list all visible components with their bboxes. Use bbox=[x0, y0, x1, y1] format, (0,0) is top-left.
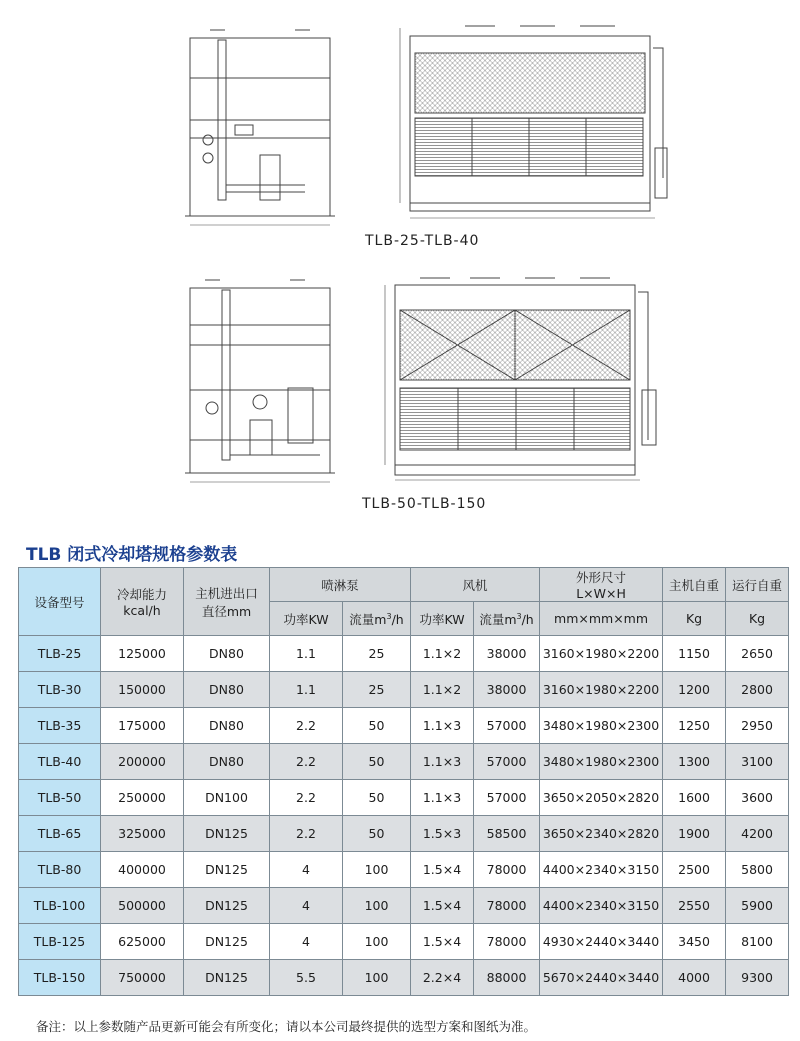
cell-fan-kw: 1.1×2 bbox=[411, 636, 474, 672]
cell-fan-kw: 1.5×4 bbox=[411, 924, 474, 960]
cell-diameter: DN125 bbox=[184, 852, 270, 888]
drawing-caption-small: TLB-25-TLB-40 bbox=[365, 233, 480, 249]
cell-pump-kw: 2.2 bbox=[270, 708, 343, 744]
cell-op: 5800 bbox=[726, 852, 789, 888]
cell-capacity: 150000 bbox=[101, 672, 184, 708]
cell-fan-flow: 58500 bbox=[474, 816, 540, 852]
cell-net: 2500 bbox=[663, 852, 726, 888]
cell-diameter: DN125 bbox=[184, 924, 270, 960]
header-fan: 风机 bbox=[411, 568, 540, 602]
cell-op: 2650 bbox=[726, 636, 789, 672]
cell-capacity: 250000 bbox=[101, 780, 184, 816]
table-row bbox=[19, 780, 789, 816]
cell-dims: 5670×2440×3440 bbox=[540, 960, 663, 996]
header-dimensions-sub: L×W×H bbox=[576, 586, 626, 601]
cell-fan-kw: 1.1×2 bbox=[411, 672, 474, 708]
cell-fan-flow: 57000 bbox=[474, 708, 540, 744]
header-pump-flow bbox=[343, 602, 411, 636]
cell-op: 3100 bbox=[726, 744, 789, 780]
cell-model: TLB-125 bbox=[19, 924, 101, 960]
cell-diameter: DN125 bbox=[184, 960, 270, 996]
table-row bbox=[19, 672, 789, 708]
cell-op: 5900 bbox=[726, 888, 789, 924]
cell-pump-flow: 25 bbox=[343, 672, 411, 708]
cell-diameter: DN125 bbox=[184, 888, 270, 924]
header-pump-flow-tail: /h bbox=[391, 611, 404, 627]
header-inlet-outlet-sub: 直径mm bbox=[201, 603, 252, 619]
header-pump-flow-label: 流量m bbox=[349, 611, 387, 627]
cell-pump-flow: 100 bbox=[343, 852, 411, 888]
header-operating-weight: 运行自重 bbox=[726, 568, 789, 602]
cell-fan-kw: 1.5×4 bbox=[411, 852, 474, 888]
header-pump-power: 功率KW bbox=[270, 602, 343, 636]
cell-op: 4200 bbox=[726, 816, 789, 852]
cell-net: 1150 bbox=[663, 636, 726, 672]
cell-model: TLB-80 bbox=[19, 852, 101, 888]
cell-fan-flow: 78000 bbox=[474, 924, 540, 960]
cell-pump-flow: 25 bbox=[343, 636, 411, 672]
header-dimensions-label: 外形尺寸 bbox=[576, 570, 627, 585]
cell-diameter: DN80 bbox=[184, 744, 270, 780]
cell-net: 1300 bbox=[663, 744, 726, 780]
side-view-drawing-small bbox=[180, 20, 355, 230]
cell-op: 8100 bbox=[726, 924, 789, 960]
cell-pump-kw: 4 bbox=[270, 924, 343, 960]
cell-capacity: 400000 bbox=[101, 852, 184, 888]
cell-dims: 3650×2340×2820 bbox=[540, 816, 663, 852]
cell-fan-flow: 57000 bbox=[474, 780, 540, 816]
header-inlet-outlet-label: 主机进出口 bbox=[195, 585, 258, 601]
cell-diameter: DN80 bbox=[184, 672, 270, 708]
cell-pump-flow: 50 bbox=[343, 744, 411, 780]
table-title: TLB 闭式冷却塔规格参数表 bbox=[26, 545, 238, 565]
cell-model: TLB-35 bbox=[19, 708, 101, 744]
cell-diameter: DN100 bbox=[184, 780, 270, 816]
cell-op: 2950 bbox=[726, 708, 789, 744]
cell-op: 3600 bbox=[726, 780, 789, 816]
header-operating-weight-unit: Kg bbox=[726, 602, 789, 636]
header-dim-unit: mm×mm×mm bbox=[540, 602, 663, 636]
cell-model: TLB-30 bbox=[19, 672, 101, 708]
cell-net: 4000 bbox=[663, 960, 726, 996]
cell-pump-kw: 2.2 bbox=[270, 780, 343, 816]
header-cooling-capacity-unit: kcal/h bbox=[123, 603, 161, 618]
header-fan-flow-sup: 3 bbox=[516, 611, 522, 621]
cell-fan-flow: 78000 bbox=[474, 852, 540, 888]
table-row bbox=[19, 888, 789, 924]
cell-net: 1600 bbox=[663, 780, 726, 816]
cell-pump-flow: 50 bbox=[343, 816, 411, 852]
table-row bbox=[19, 636, 789, 672]
cell-fan-kw: 1.5×3 bbox=[411, 816, 474, 852]
table-row bbox=[19, 960, 789, 996]
cell-fan-kw: 1.1×3 bbox=[411, 744, 474, 780]
cell-model: TLB-40 bbox=[19, 744, 101, 780]
cell-pump-flow: 100 bbox=[343, 888, 411, 924]
cell-dims: 3650×2050×2820 bbox=[540, 780, 663, 816]
spec-table-body bbox=[19, 636, 789, 996]
cell-pump-kw: 5.5 bbox=[270, 960, 343, 996]
cell-pump-kw: 1.1 bbox=[270, 636, 343, 672]
cell-pump-kw: 2.2 bbox=[270, 816, 343, 852]
cell-net: 2550 bbox=[663, 888, 726, 924]
header-fan-power: 功率KW bbox=[411, 602, 474, 636]
cell-net: 3450 bbox=[663, 924, 726, 960]
cell-diameter: DN80 bbox=[184, 708, 270, 744]
cell-capacity: 175000 bbox=[101, 708, 184, 744]
table-row bbox=[19, 852, 789, 888]
header-net-weight-unit: Kg bbox=[663, 602, 726, 636]
cell-dims: 3480×1980×2300 bbox=[540, 744, 663, 780]
cell-pump-flow: 100 bbox=[343, 960, 411, 996]
cell-model: TLB-150 bbox=[19, 960, 101, 996]
header-spray-pump: 喷淋泵 bbox=[270, 568, 411, 602]
header-net-weight: 主机自重 bbox=[663, 568, 726, 602]
table-row bbox=[19, 924, 789, 960]
cell-dims: 3160×1980×2200 bbox=[540, 636, 663, 672]
cell-dims: 3480×1980×2300 bbox=[540, 708, 663, 744]
cell-pump-flow: 50 bbox=[343, 780, 411, 816]
cell-fan-flow: 57000 bbox=[474, 744, 540, 780]
drawing-caption-large: TLB-50-TLB-150 bbox=[362, 496, 487, 512]
cell-fan-kw: 1.1×3 bbox=[411, 780, 474, 816]
cell-dims: 4400×2340×3150 bbox=[540, 852, 663, 888]
cell-fan-flow: 38000 bbox=[474, 636, 540, 672]
cell-dims: 4930×2440×3440 bbox=[540, 924, 663, 960]
cell-capacity: 750000 bbox=[101, 960, 184, 996]
footnote: 备注：以上参数随产品更新可能会有所变化；请以本公司最终提供的选型方案和图纸为准。 bbox=[36, 1019, 537, 1034]
side-view-drawing-large bbox=[180, 270, 340, 485]
header-cooling-capacity-label: 冷却能力 bbox=[116, 587, 167, 602]
header-pump-flow-sup: 3 bbox=[386, 611, 392, 621]
header-dimensions bbox=[540, 568, 663, 602]
header-model: 设备型号 bbox=[19, 568, 101, 636]
cell-fan-kw: 2.2×4 bbox=[411, 960, 474, 996]
header-inlet-outlet bbox=[184, 568, 270, 636]
front-view-drawing-small bbox=[395, 18, 685, 223]
cell-dims: 3160×1980×2200 bbox=[540, 672, 663, 708]
table-row bbox=[19, 708, 789, 744]
cell-net: 1900 bbox=[663, 816, 726, 852]
cell-fan-flow: 88000 bbox=[474, 960, 540, 996]
cell-diameter: DN125 bbox=[184, 816, 270, 852]
cell-pump-kw: 4 bbox=[270, 888, 343, 924]
cell-capacity: 125000 bbox=[101, 636, 184, 672]
front-view-drawing-large bbox=[380, 270, 670, 485]
cell-pump-kw: 2.2 bbox=[270, 744, 343, 780]
cell-model: TLB-25 bbox=[19, 636, 101, 672]
header-fan-flow bbox=[474, 602, 540, 636]
cell-fan-kw: 1.1×3 bbox=[411, 708, 474, 744]
cell-model: TLB-100 bbox=[19, 888, 101, 924]
cell-net: 1200 bbox=[663, 672, 726, 708]
spec-table bbox=[18, 567, 789, 996]
cell-pump-kw: 1.1 bbox=[270, 672, 343, 708]
header-fan-flow-tail: /h bbox=[521, 611, 534, 627]
header-cooling-capacity bbox=[101, 568, 184, 636]
cell-pump-flow: 100 bbox=[343, 924, 411, 960]
header-fan-flow-label: 流量m bbox=[479, 611, 517, 627]
cell-capacity: 625000 bbox=[101, 924, 184, 960]
cell-op: 9300 bbox=[726, 960, 789, 996]
table-row bbox=[19, 816, 789, 852]
cell-capacity: 200000 bbox=[101, 744, 184, 780]
cell-diameter: DN80 bbox=[184, 636, 270, 672]
cell-model: TLB-50 bbox=[19, 780, 101, 816]
cell-fan-flow: 38000 bbox=[474, 672, 540, 708]
cell-fan-kw: 1.5×4 bbox=[411, 888, 474, 924]
cell-capacity: 500000 bbox=[101, 888, 184, 924]
table-row bbox=[19, 744, 789, 780]
cell-pump-flow: 50 bbox=[343, 708, 411, 744]
cell-op: 2800 bbox=[726, 672, 789, 708]
cell-fan-flow: 78000 bbox=[474, 888, 540, 924]
cell-model: TLB-65 bbox=[19, 816, 101, 852]
cell-net: 1250 bbox=[663, 708, 726, 744]
cell-capacity: 325000 bbox=[101, 816, 184, 852]
cell-dims: 4400×2340×3150 bbox=[540, 888, 663, 924]
cell-pump-kw: 4 bbox=[270, 852, 343, 888]
